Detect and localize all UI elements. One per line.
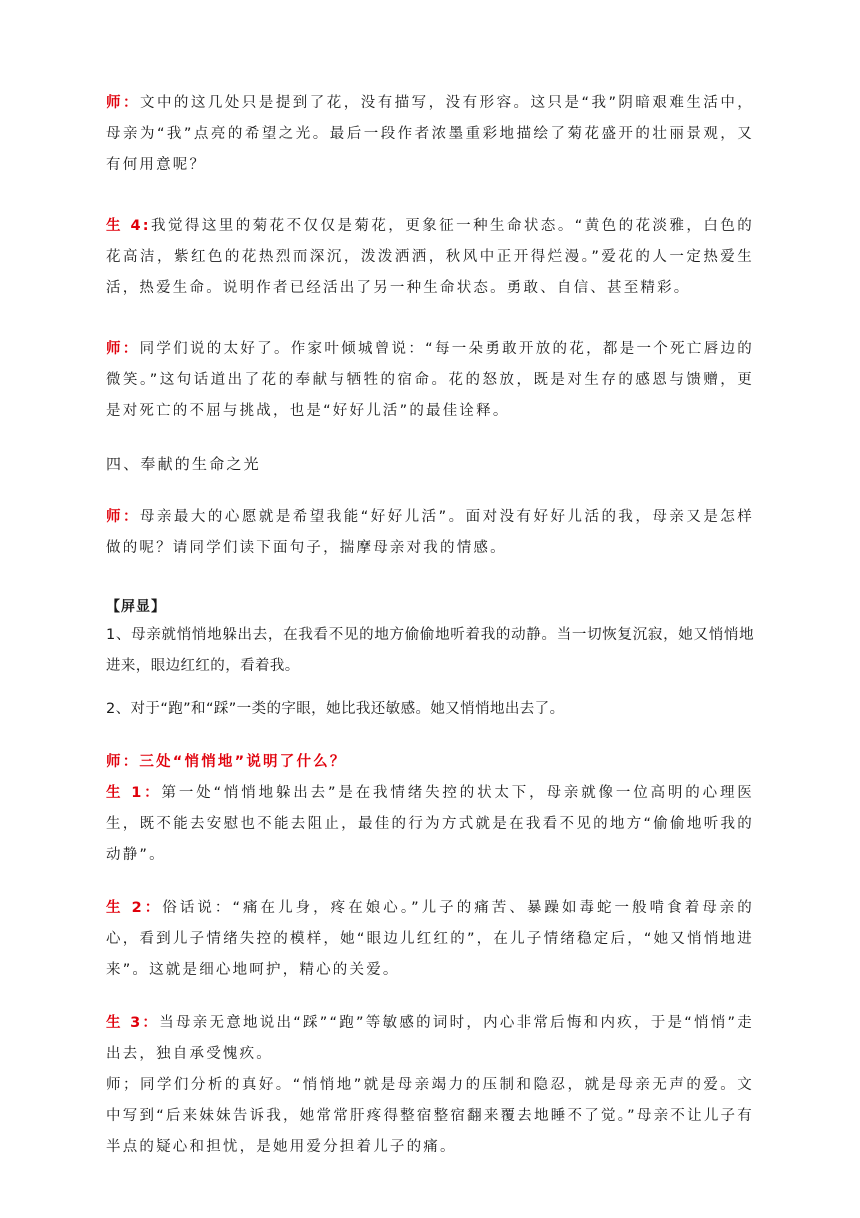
paragraph-text: 母亲最大的心愿就是希望我能“好好儿活”。面对没有好好儿活的我，母亲又是怎样做的呢？请同学们读下面句子，揣摩母亲对我的情感。 <box>106 509 754 556</box>
speaker-label: 生 1： <box>106 785 162 801</box>
paragraph-teacher-2 <box>106 334 754 427</box>
screen-display-tag: 【屏显】 <box>106 599 166 615</box>
paragraph-teacher-3 <box>106 502 754 564</box>
speaker-label: 生 4: <box>106 218 151 234</box>
paragraph-text: 文中的这几处只是提到了花，没有描写，没有形容。这只是“我”阴暗艰难生活中，母亲为“我”点亮的希望之光。最后一段作者浓墨重彩地描绘了菊花盛开的壮丽景观，又有何用意呢？ <box>106 95 754 173</box>
paragraph-text: 我觉得这里的菊花不仅仅是菊花，更象征一种生命状态。“黄色的花淡雅，白色的花高洁，紫红色的花热烈而深沉，泼泼洒洒，秋风中正开得烂漫。”爱花的人一定热爱生活，热爱生命。说明作者已经活出了另一种生命状态。勇敢、自信、甚至精彩。 <box>106 218 754 296</box>
teacher-question: 师：三处“悄悄地”说明了什么？ <box>106 754 347 770</box>
speaker-label: 师： <box>106 95 140 111</box>
paragraph-teacher-1 <box>106 88 754 181</box>
paragraph-teacher-4 <box>106 1070 754 1163</box>
paragraph-text: 俗话说：“痛在儿身，疼在娘心。”儿子的痛苦、暴躁如毒蛇一般啃食着母亲的心，看到儿子情绪失控的模样，她“眼边儿红红的”，在儿子情绪稳定后，“她又悄悄地进来”。这就是细心地呵护，精心的关爱。 <box>106 900 755 978</box>
paragraph-text: 同学们说的太好了。作家叶倾城曾说：“每一朵勇敢开放的花，都是一个死亡唇边的微笑。”这句话道出了花的奉献与牺牲的宿命。花的怒放，既是对生存的感恩与馈赠，更是对死亡的不屈与挑战，也是“好好儿活”的最佳诠释。 <box>106 341 754 419</box>
section-heading: 四、奉献的生命之光 <box>106 455 261 473</box>
paragraph-text: 第一处“悄悄地躲出去”是在我情绪失控的状太下，母亲就像一位高明的心理医生，既不能去安慰也不能去阻止，最佳的行为方式就是在我看不见的地方“偷偷地听我的动静”。 <box>106 785 755 863</box>
paragraph-text: 当母亲无意地说出“踩”“跑”等敏感的词时，内心非常后悔和内疚，于是“悄悄”走出去，独自承受愧疚。 <box>106 1015 755 1062</box>
speaker-label: 生 3： <box>106 1015 160 1031</box>
speaker-label: 生 2： <box>106 900 163 916</box>
paragraph-student-3 <box>106 1008 754 1070</box>
speaker-label: 师： <box>106 341 140 357</box>
paragraph-student-1 <box>106 778 754 871</box>
paragraph-student-2 <box>106 893 754 986</box>
speaker-label: 师： <box>106 509 140 525</box>
screen-item-1: 1、母亲就悄悄地躲出去，在我看不见的地方偷偷地听着我的动静。当一切恢复沉寂，她又悄悄地进来，眼边红红的，看着我。 <box>106 627 754 674</box>
screen-item-2: 2、对于“跑”和“踩”一类的字眼，她比我还敏感。她又悄悄地出去了。 <box>106 701 565 717</box>
paragraph-text: 师；同学们分析的真好。“悄悄地”就是母亲竭力的压制和隐忍，就是母亲无声的爱。文中写到“后来妹妹告诉我，她常常肝疼得整宿整宿翻来覆去地睡不了觉。”母亲不让儿子有半点的疑心和担忧，是她用爱分担着儿子的痛。 <box>106 1077 754 1155</box>
paragraph-student-4 <box>106 211 754 304</box>
document-page <box>106 88 754 1163</box>
